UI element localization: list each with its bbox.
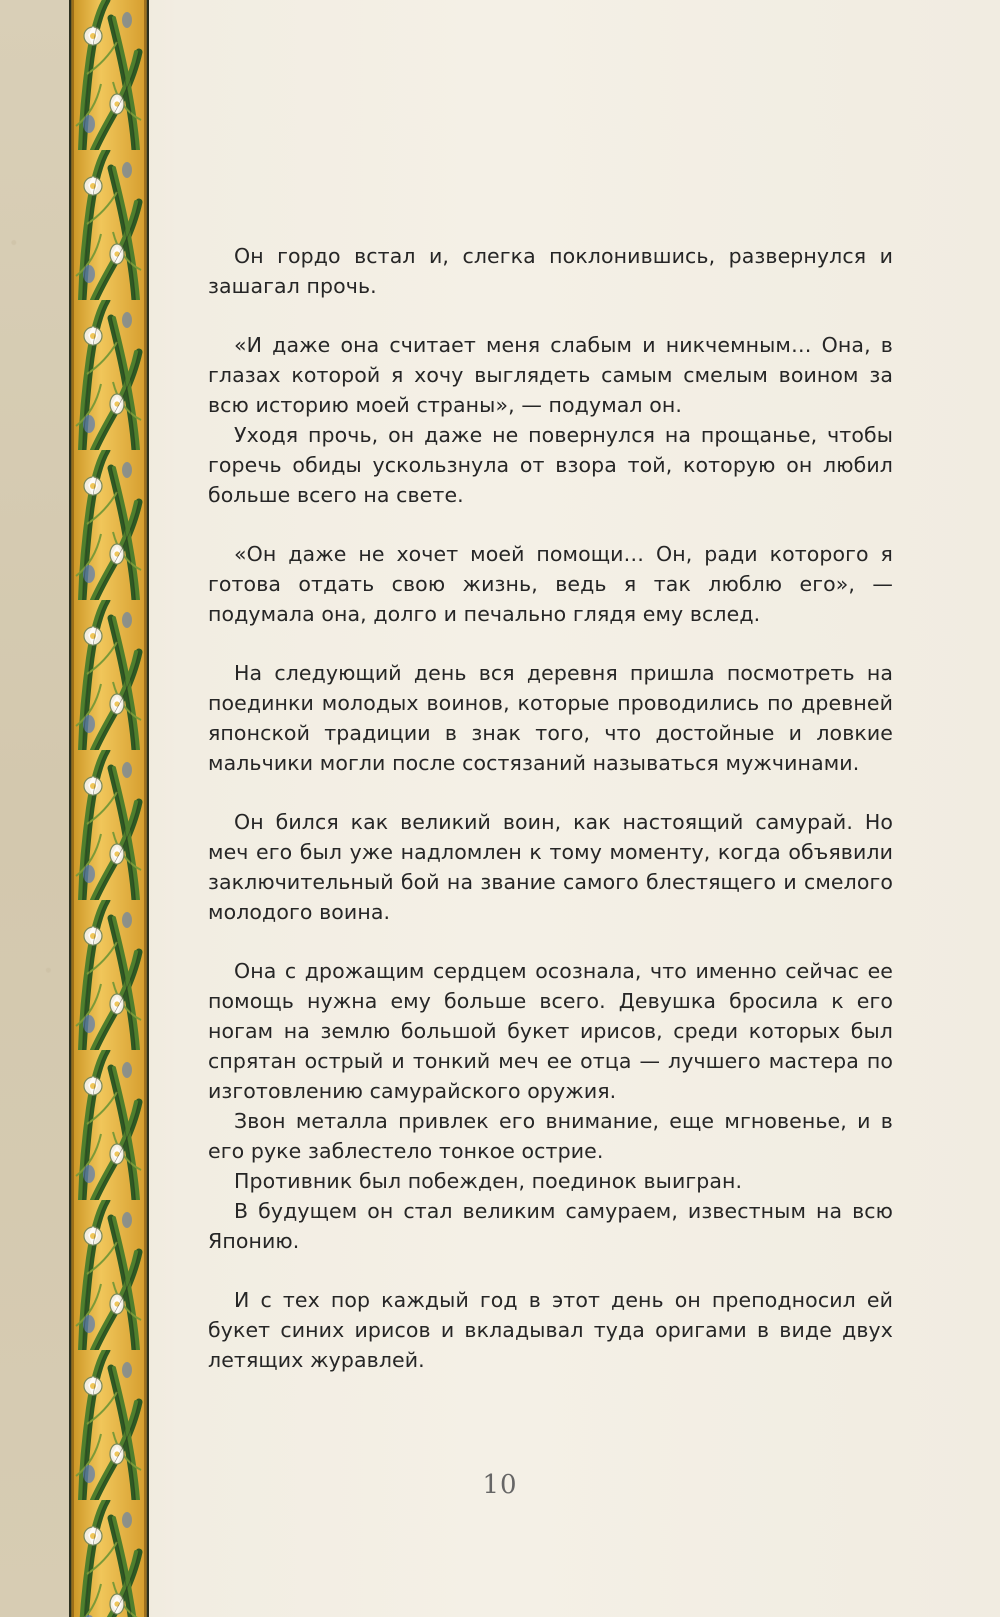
- decorative-iris-border: [69, 0, 149, 1617]
- page-number: 10: [482, 1470, 518, 1500]
- paragraph-gap-5: [208, 927, 893, 956]
- story-paragraph-2: «И даже она считает меня слабым и никчемным… Она, в глазах которой я хочу выглядеть самым смелым воином за всю историю моей страны», — подумал он.: [208, 333, 893, 417]
- paragraph-gap-2: [208, 510, 893, 539]
- paragraph-gap-4: [208, 778, 893, 807]
- story-paragraph-4: «Он даже не хочет моей помощи… Он, ради которого я готова отдать свою жизнь, ведь я так люблю его», — подумала она, долго и печально глядя ему вслед.: [208, 542, 893, 626]
- iris-border-illustration: [69, 0, 149, 1617]
- story-paragraph-7: Она с дрожащим сердцем осознала, что именно сейчас ее помощь нужна ему больше всего. Девушка бросила к его ногам на землю большой букет ирисов, среди которых был спрятан острый и тонкий меч ее отца — лучшего мастера по изготовлению самурайского оружия.: [208, 959, 893, 1103]
- story-text-column: [208, 241, 893, 1375]
- paragraph-gap-6: [208, 1256, 893, 1285]
- story-paragraph-1: Он гордо встал и, слегка поклонившись, развернулся и зашагал прочь.: [208, 244, 893, 298]
- story-paragraph-8: Звон металла привлек его внимание, еще мгновенье, и в его руке заблестело тонкое острие.: [208, 1109, 893, 1163]
- story-paragraph-3: Уходя прочь, он даже не повернулся на прощанье, чтобы горечь обиды ускользнула от взора той, которую он любил больше всего на свете.: [208, 423, 893, 507]
- story-paragraph-10: В будущем он стал великим самураем, известным на всю Японию.: [208, 1199, 893, 1253]
- story-paragraph-11: И с тех пор каждый год в этот день он преподносил ей букет синих ирисов и вкладывал туда оригами в виде двух летящих журавлей.: [208, 1288, 893, 1372]
- story-paragraph-5: На следующий день вся деревня пришла посмотреть на поединки молодых воинов, которые проводились по древней японской традиции в знак того, что достойные и ловкие мальчики могли после состязаний называться мужчинами.: [208, 661, 893, 775]
- story-paragraph-6: Он бился как великий воин, как настоящий самурай. Но меч его был уже надломлен к тому моменту, когда объявили заключительный бой на звание самого блестящего и смелого молодого воина.: [208, 810, 893, 924]
- paragraph-gap-1: [208, 301, 893, 330]
- paragraph-gap-3: [208, 629, 893, 658]
- left-page-margin: [0, 0, 69, 1617]
- story-paragraph-9: Противник был побежден, поединок выигран.: [234, 1169, 743, 1193]
